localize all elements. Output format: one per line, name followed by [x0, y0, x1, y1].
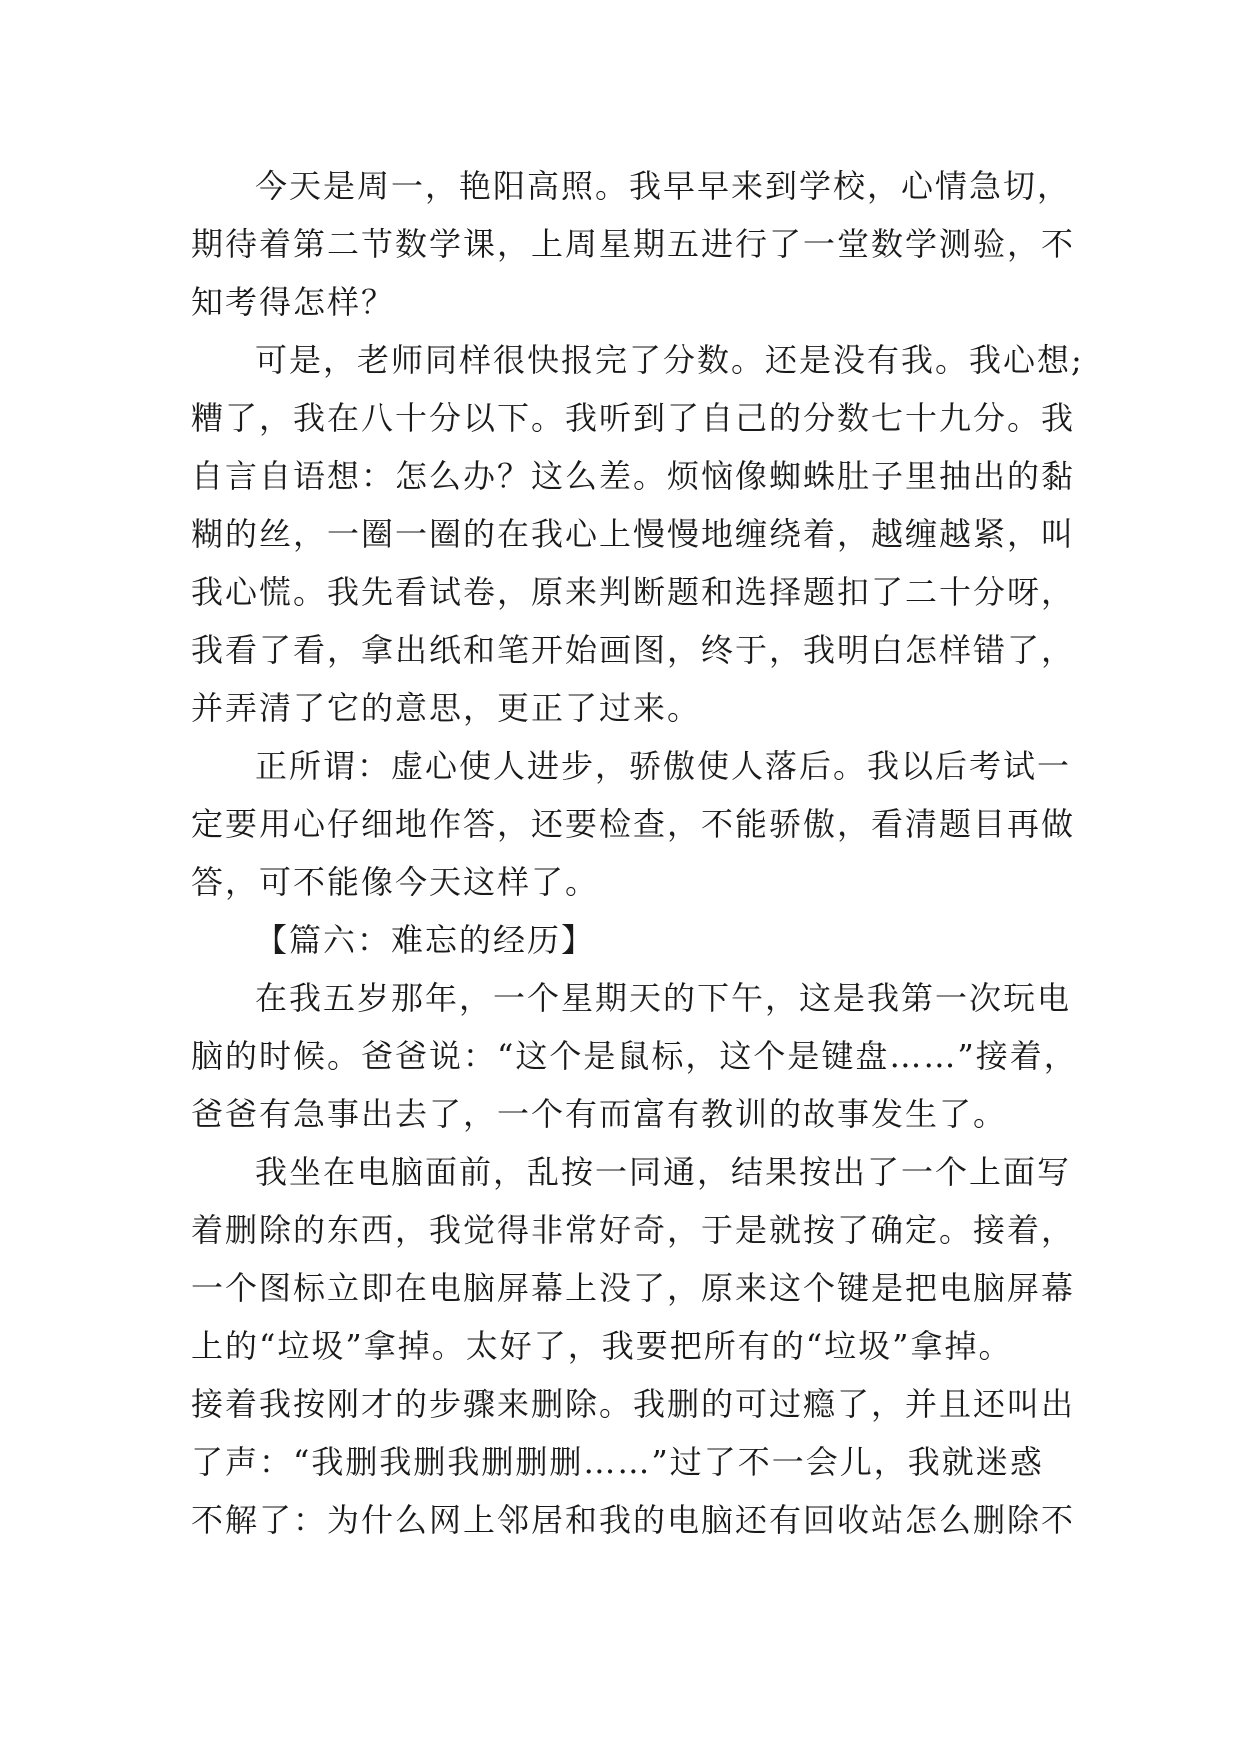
text-line: 一个图标立即在电脑屏幕上没了，原来这个键是把电脑屏幕 [191, 1269, 1076, 1307]
text-line: 我看了看，拿出纸和笔开始画图，终于，我明白怎样错了， [191, 631, 1076, 669]
text-line: 我心慌。我先看试卷，原来判断题和选择题扣了二十分呀， [191, 573, 1076, 611]
text-line: 并弄清了它的意思，更正了过来。 [191, 689, 702, 727]
text-line: 了声：“我删我删我删删删……”过了不一会儿，我就迷惑 [191, 1443, 1044, 1481]
text-line: 自言自语想：怎么办？这么差。烦恼像蜘蛛肚子里抽出的黏 [191, 457, 1076, 495]
text-line: 脑的时候。爸爸说：“这个是鼠标，这个是键盘……”接着， [191, 1037, 1078, 1075]
text-line: 今天是周一，艳阳高照。我早早来到学校，心情急切， [255, 167, 1072, 205]
text-line: 期待着第二节数学课，上周星期五进行了一堂数学测验，不 [191, 225, 1076, 263]
text-line: 我坐在电脑面前，乱按一同通，结果按出了一个上面写 [255, 1153, 1072, 1191]
text-line: 接着我按刚才的步骤来删除。我删的可过瘾了，并且还叫出 [191, 1385, 1076, 1423]
text-line: 知考得怎样？ [191, 283, 396, 321]
text-line: 不解了：为什么网上邻居和我的电脑还有回收站怎么删除不 [191, 1501, 1076, 1539]
section-heading: 【篇六：难忘的经历】 [255, 921, 596, 959]
text-line: 答，可不能像今天这样了。 [191, 863, 600, 901]
text-line: 在我五岁那年，一个星期天的下午，这是我第一次玩电 [255, 979, 1072, 1017]
text-line: 着删除的东西，我觉得非常好奇，于是就按了确定。接着， [191, 1211, 1076, 1249]
text-line: 上的“垃圾”拿掉。太好了，我要把所有的“垃圾”拿掉。 [191, 1327, 1013, 1365]
text-line: 可是，老师同样很快报完了分数。还是没有我。我心想; [255, 341, 1084, 379]
text-line: 糊的丝，一圈一圈的在我心上慢慢地缠绕着，越缠越紧，叫 [191, 515, 1076, 553]
text-line: 定要用心仔细地作答，还要检查，不能骄傲，看清题目再做 [191, 805, 1076, 843]
text-line: 糟了，我在八十分以下。我听到了自己的分数七十九分。我 [191, 399, 1076, 437]
text-line: 爸爸有急事出去了，一个有而富有教训的故事发生了。 [191, 1095, 1008, 1133]
text-line: 正所谓：虚心使人进步，骄傲使人落后。我以后考试一 [255, 747, 1072, 785]
